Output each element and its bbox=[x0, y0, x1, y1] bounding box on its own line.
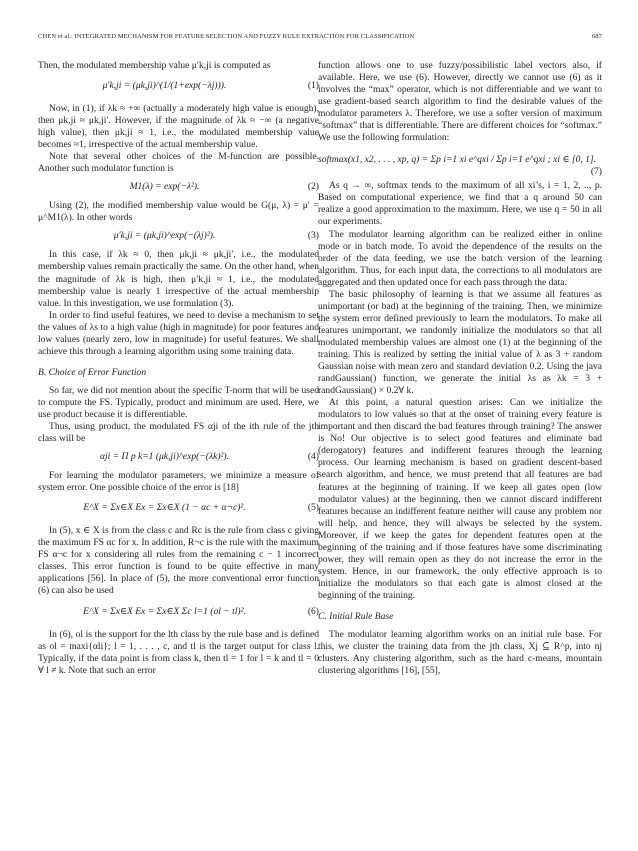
paragraph: In (5), x ∈ X is from the class c and Rc is the rule from class c giving the maximum FS αc for x. In addition, R¬c is the rule with the maximum FS α¬c for x considering all rules from the remaining c − 1 incorrect classes. This error function is found to be quite effective in many applications [56]. In place of (5), the more conventional error function (6) can also be used bbox=[38, 525, 319, 597]
equation-7 bbox=[318, 147, 602, 177]
equation-2 bbox=[38, 179, 319, 196]
running-title: CHEN et al.: INTEGRATED MECHANISM FOR FEATURE SELECTION AND FUZZY RULE EXTRACTION FOR CLASSIFICATION bbox=[38, 33, 415, 40]
right-column bbox=[318, 60, 602, 677]
equation-6 bbox=[38, 602, 319, 624]
paragraph: The modulator learning algorithm works on an initial rule base. For this, we cluster the training data from the jth class, Xj ⊆ R^p, into nj clusters. Any clustering algorithm, such as the hard c-means, mountain clustering algorithms [16], [55], bbox=[318, 629, 602, 677]
equation-body: M1(λ) = exp(−λ²). bbox=[129, 181, 200, 193]
equation-body: μ′k,ji = (μk,ji)^(1/(1+exp(−λj))). bbox=[102, 80, 227, 92]
paragraph: Using (2), the modified membership value would be G(μ, λ) = μ′ = μ^M1(λ). In other words bbox=[38, 200, 319, 224]
paragraph: Then, the modulated membership value μ′k,ji is computed as bbox=[38, 60, 271, 71]
page-number: 687 bbox=[591, 33, 602, 40]
equation-number: (5) bbox=[307, 502, 319, 514]
equation-5 bbox=[38, 498, 319, 520]
equation-body: E^X = Σx∈X Ex = Σx∈X Σc l=1 (ol − tl)². bbox=[83, 605, 246, 617]
paragraph: Now, in (1), if λk ≈ +∞ (actually a moderately high value is enough), then μk,ji ≈ μk,ji′. However, if the magnitude of λk ≈ −∞ (a negative high value), then μk,ji ≈ 1, i.e., the modulated membership value becomes ≈1, irrespective of the actual membership value. bbox=[38, 103, 319, 151]
section-heading: B. Choice of Error Function bbox=[38, 366, 147, 378]
equation-body: αji = Π p k=1 (μk,ji)^exp(−(λk)²). bbox=[100, 451, 229, 463]
equation-number: (1) bbox=[307, 80, 319, 92]
paragraph: The basic philosophy of learning is that we assume all features as unimportant (or bad) at the beginning of the training. Then, we minimize the system error defined previously to learn the modulators. To make all features unimportant, we randomly initialize the modulators so that all modulated membership values are almost one (1) at the beginning of the training. This is realized by setting the initial value of λ as 3 + random Gaussian noise with mean zero and standard deviation 0.2. Using the java randGaussian() function, we generate the initial λs as λk = 3 + randGaussian() × 0.2∀ k. bbox=[318, 288, 602, 397]
equation-3 bbox=[38, 228, 319, 245]
equation-1 bbox=[38, 76, 319, 98]
paragraph: In (6), ol is the support for the lth class by the rule base and is defined as ol = maxi{αli}; l = 1, . . . , c, and tl is the target output for class l. Typically, if the data point is from class k, then tl = 1 for l = k and tl = 0 ∀ l ≠ k. Note that such an error bbox=[38, 628, 319, 676]
equation-number: (3) bbox=[307, 230, 319, 242]
equation-number: (6) bbox=[307, 605, 319, 617]
left-column bbox=[38, 60, 319, 677]
paragraph: At this point, a natural question arises: Can we initialize the modulators to low values so that at the onset of training every feature is important and then discard the bad features through training? The answer is No! Our objective is to select good features and eliminate bad (derogatory) features and indifferent features through the learning process. Our learning mechanism is based on gradient descent-based search algorithm, and hence, we must pretend that all features are bad features at the beginning of training. If we keep all gates open (low modulator values) at the beginning, then we cannot discard indifferent features because an indifferent feature neither will cause any problem nor will help, and hence, they will always be selected by the system. Moreover, if we keep the gates for dependent features open at the beginning of the training and if those features have some discriminating power, they will remain open as they do not increase the error in the system. Hence, in our framework, the only effective approach is to initialize the modulators so that each gate is almost closed at the beginning of the training. bbox=[318, 397, 602, 601]
running-header bbox=[38, 33, 602, 45]
paragraph: In order to find useful features, we need to devise a mechanism to set the values of λs to a high value (high in magnitude) for poor features and low values (nearly zero, low in magnitude) for useful features. We shall achieve this through a learning algorithm using some training data. bbox=[38, 309, 319, 357]
paragraph: In this case, if λk ≈ 0, then μk,ji ≈ μk,ji′, i.e., the modulated membership values remain practically the same. On the other hand, when the magnitude of λk is high, then μ′k,ji ≈ 1, i.e., the modulated membership value is nearly 1 irrespective of the actual membership value. In this investigation, we use formulation (3). bbox=[38, 249, 319, 309]
paragraph: For learning the modulator parameters, we minimize a measure of system error. One possible choice of the error is [18] bbox=[38, 470, 319, 494]
paragraph: So far, we did not mention about the specific T-norm that will be used to compute the FS. Typically, product and minimum are used. Here, we use product because it is differentiable. bbox=[38, 384, 319, 420]
section-heading: C. Initial Rule Base bbox=[318, 610, 394, 622]
paragraph: Note that several other choices of the M-function are possible. Another such modulator function is bbox=[38, 151, 319, 175]
equation-body: softmax(x1, x2, . . . , xp, q) = Σp i=1 xi e^qxi / Σp i=1 e^qxi ; xi ∈ [0, 1]. bbox=[318, 154, 597, 166]
paragraph: function allows one to use fuzzy/possibilistic label vectors also, if available. Here, we use (6). However, directly we cannot use (6) as it involves the “max” operator, which is not differentiable and we want to use gradient-based search algorithm to find the desirable values of the modulator parameters λ. Therefore, we use a softer version of maximum “softmax” that is differentiable. There are different choices for “softmax.” We use the following formulation: bbox=[318, 60, 602, 144]
paragraph: Thus, using product, the modulated FS αji of the ith rule of the jth class will be bbox=[38, 421, 319, 445]
paragraph: The modulator learning algorithm can be realized either in online mode or in batch mode. To avoid the dependence of the results on the order of the data feeding, we use the batch version of the learning algorithm. Thus, for each input data, the corrections to all modulators are aggregated and then updated once for each pass through the data. bbox=[318, 228, 602, 288]
equation-number: (2) bbox=[307, 181, 319, 193]
equation-body: μ′k,ji = (μk,ji)^exp(−(λj)²). bbox=[113, 230, 216, 242]
equation-4 bbox=[38, 449, 319, 466]
equation-number: (7) bbox=[590, 166, 602, 178]
paragraph: As q → ∞, softmax tends to the maximum of all xi’s, i = 1, 2, .., p. Based on computational experience, we find that a q around 50 can realize a good approximation to the maximum. Here, we use q = 50 in all our experiments. bbox=[318, 180, 602, 228]
equation-number: (4) bbox=[307, 451, 319, 463]
equation-body: E^X = Σx∈X Ex = Σx∈X (1 − αc + α¬c)². bbox=[83, 502, 246, 514]
